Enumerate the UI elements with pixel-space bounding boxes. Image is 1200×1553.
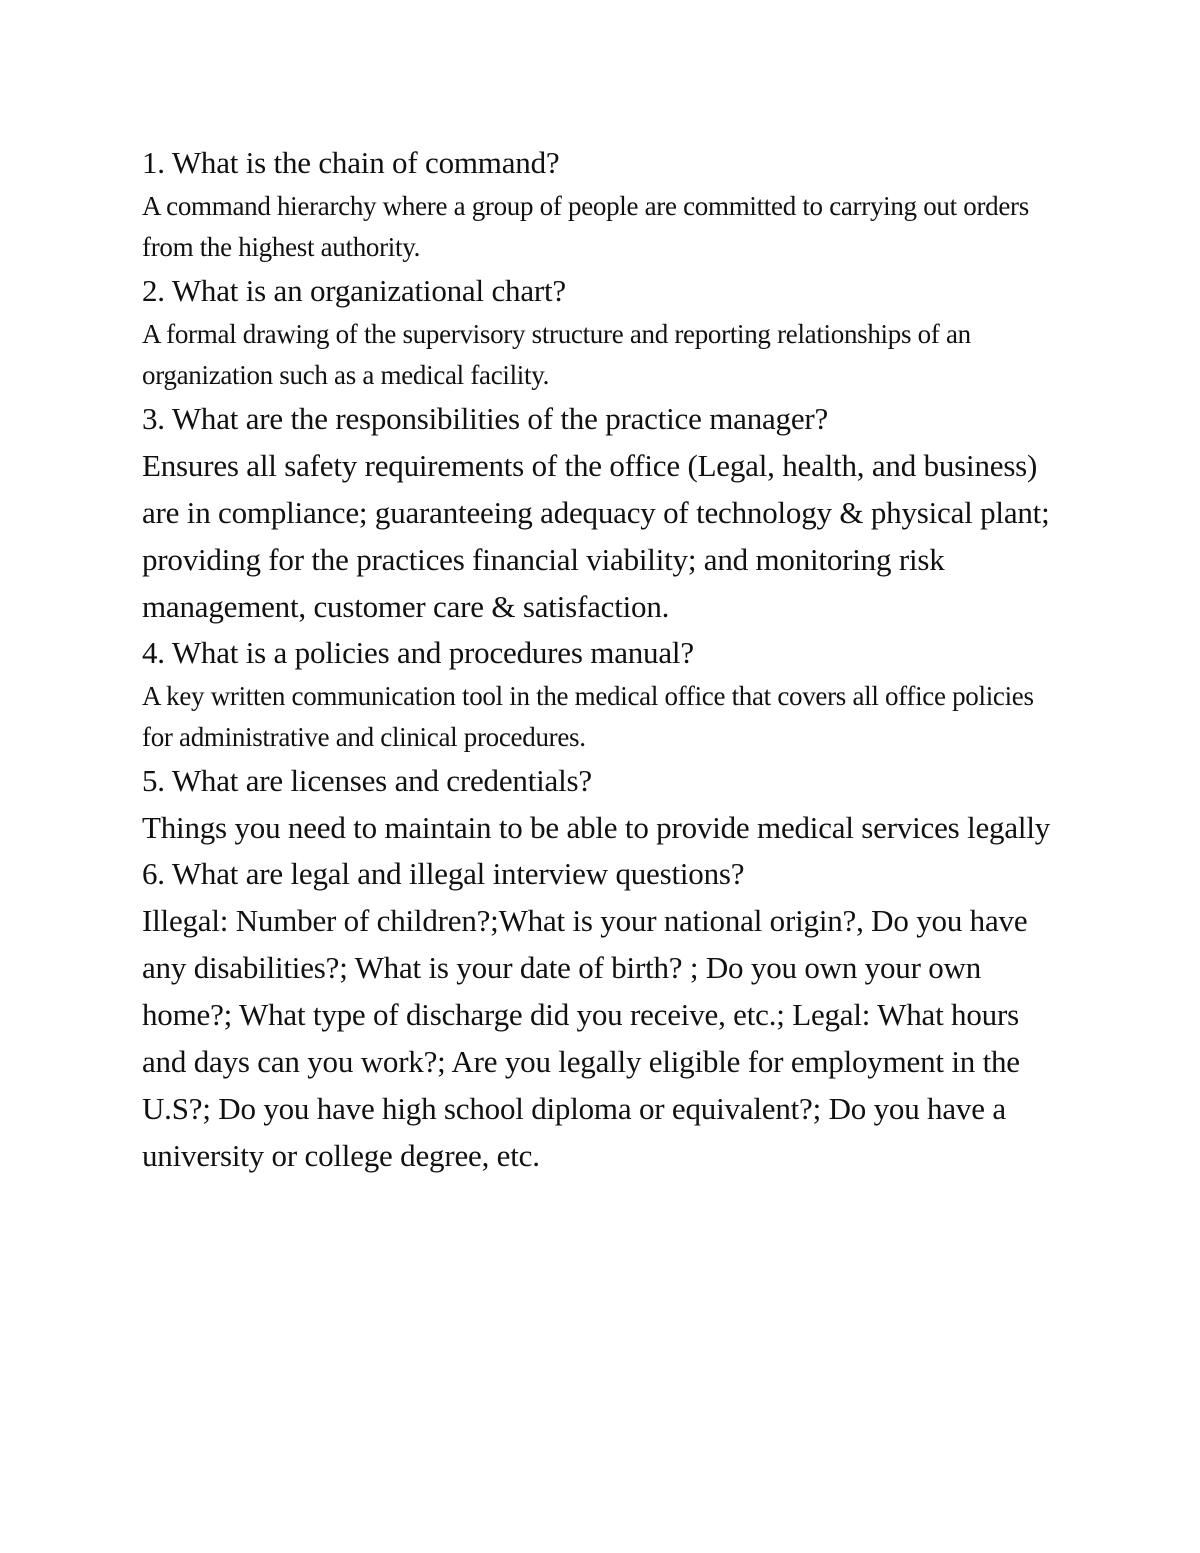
answer-1: A command hierarchy where a group of people are committed to carrying out orders from the highest authority. <box>142 191 1029 262</box>
question-4: 4. What is a policies and procedures manual? <box>142 635 694 670</box>
answer-4: A key written communication tool in the medical office that covers all office policies for administrative and clinical procedures. <box>142 681 1034 752</box>
question-2: 2. What is an organizational chart? <box>142 273 566 308</box>
question-1: 1. What is the chain of command? <box>142 145 560 180</box>
qa-item-1 <box>142 140 1062 268</box>
qa-item-3 <box>142 396 1062 630</box>
answer-6: Illegal: Number of children?;What is your national origin?, Do you have any disabilities?; What is your date of birth? ; Do you own your own home?; What type of discharge did you receive, etc.; Legal: What hours and days can you work?; Are you legally eligible for employment in the U.S?; Do you have high school diploma or equivalent?; Do you have a university or college degree, etc. <box>142 903 1028 1173</box>
answer-3: Ensures all safety requirements of the office (Legal, health, and business) are in compliance; guaranteeing adequacy of technology & physical plant; providing for the practices financial viability; and monitoring risk management, customer care & satisfaction. <box>142 448 1050 624</box>
qa-item-5 <box>142 758 1062 851</box>
qa-item-2 <box>142 268 1062 396</box>
qa-item-4 <box>142 630 1062 758</box>
answer-2: A formal drawing of the supervisory structure and reporting relationships of an organization such as a medical facility. <box>142 319 971 390</box>
question-6: 6. What are legal and illegal interview questions? <box>142 856 745 891</box>
answer-5: Things you need to maintain to be able to provide medical services legally <box>142 810 1051 845</box>
question-3: 3. What are the responsibilities of the practice manager? <box>142 401 829 436</box>
document-body <box>142 140 1062 1179</box>
qa-item-6 <box>142 851 1062 1179</box>
question-5: 5. What are licenses and credentials? <box>142 763 592 798</box>
